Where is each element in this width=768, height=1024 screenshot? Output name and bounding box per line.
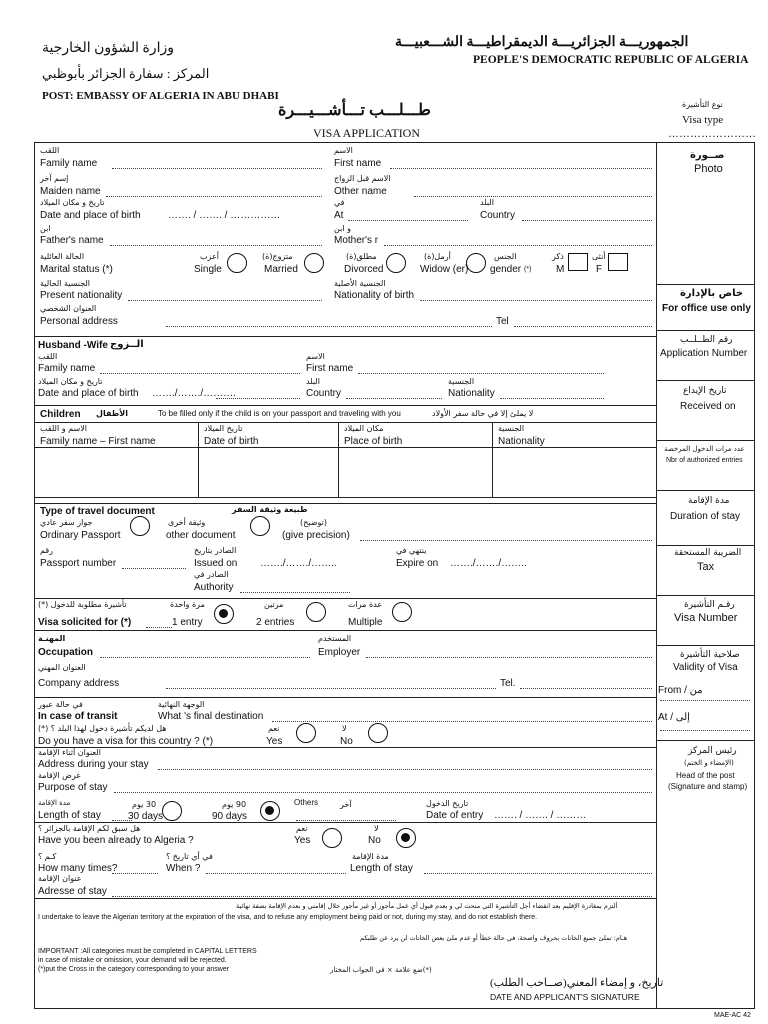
male-arabic: ذكر: [552, 252, 564, 261]
received-arabic: تاريخ الإيداع: [683, 386, 727, 396]
d90-label: 90 days: [212, 811, 248, 822]
gender-star: (*): [524, 266, 532, 273]
two-entries-label: 2 entries: [256, 617, 295, 628]
spouse-dob-label: Date and place of birth: [38, 388, 139, 399]
children-title: Children: [40, 409, 81, 420]
family-name-arabic: اللقب: [40, 146, 60, 155]
issued-arabic: الصادر بتاريخ: [194, 546, 237, 555]
marital-label: Marital status (*): [40, 264, 113, 275]
two-entries-radio[interactable]: [306, 602, 326, 622]
signature-arabic: تاريخ، و إمضاء المعني(صــاحب الطلب): [490, 977, 664, 989]
republic-arabic: الجمهوريـــة الجزائريـــة الديمقراطيـــة الشـــعبيـــة: [395, 35, 689, 50]
employer-label: Employer: [318, 647, 361, 658]
occupation-field[interactable]: [100, 657, 310, 658]
prev-yes-label: Yes: [294, 835, 311, 846]
office-label: For office use only: [662, 303, 751, 314]
transit-label: In case of transit: [38, 711, 118, 722]
transit-arabic: في حالة عبور: [38, 700, 83, 709]
child-col-name-arabic: الاسم و اللقب: [40, 424, 87, 433]
when-arabic: في أي تاريخ ؟: [166, 852, 213, 861]
cross-arabic: (*)ضع علامة × في الجواب المختار: [330, 966, 432, 974]
marital-arabic: الحالة العائلية: [40, 252, 85, 261]
travel-doc-title-arabic: طبيعة وثيقة السفر: [232, 505, 308, 514]
prev-addr-field[interactable]: [112, 896, 652, 897]
spouse-title: Husband -Wife: [38, 340, 108, 351]
at-label: At / إلى: [658, 712, 690, 723]
expire-arabic: ينتهي في: [396, 546, 427, 555]
prev-length-field[interactable]: [424, 873, 652, 874]
undertake-arabic: ألتزم بمغادرة الإقليم بعد انقضاء أجل التأشيرة التي منحت لي و بعدم قبول أي عمل مأجور أو غير مأجور خلال إقامتي و بعدم الإقامة بصفة نهائية: [236, 902, 618, 910]
first-name-label: First name: [334, 158, 382, 169]
spouse-country-arabic: البلد: [306, 377, 320, 386]
times-arabic: كـم ؟: [38, 852, 57, 861]
dob-arabic: تاريخ و مكان الميلاد: [40, 198, 105, 207]
spouse-family-arabic: اللقب: [38, 352, 58, 361]
purpose-label: Purpose of stay: [38, 782, 108, 793]
mother-field[interactable]: [384, 245, 652, 246]
two-entries-arabic: مرتين: [264, 600, 284, 609]
address-arabic: العنوان الشخصي: [40, 304, 97, 313]
prev-yes-arabic: نعم: [296, 824, 308, 833]
duration-label: Duration of stay: [670, 511, 741, 522]
ordinary-radio[interactable]: [130, 516, 150, 536]
spouse-country-field[interactable]: [346, 398, 442, 399]
visa-type-dots: ……………………: [668, 128, 756, 140]
single-radio[interactable]: [227, 253, 247, 273]
tel-field[interactable]: [514, 326, 652, 327]
times-label: How many times?: [38, 863, 118, 874]
spouse-first-label: First name: [306, 363, 354, 374]
maiden-name-label: Maiden name: [40, 186, 101, 197]
father-label: Father's name: [40, 235, 104, 246]
d90-arabic: 90 يوم: [222, 800, 247, 809]
children-note-arabic: لا يملئ إلا في حالة سفر الأولاد: [432, 409, 534, 418]
entries-label: Nbr of authorized entries: [666, 457, 743, 464]
others-arabic: آخر: [340, 800, 352, 809]
app-number-label: Application Number: [660, 348, 748, 359]
child-col-dob-arabic: تاريخ الميلاد: [204, 424, 243, 433]
purpose-arabic: غرض الإقامة: [38, 771, 81, 780]
stay-address-field[interactable]: [158, 769, 652, 770]
other-name-field[interactable]: [414, 196, 652, 197]
issued-field[interactable]: ……./……./……..: [260, 558, 337, 569]
authority-field[interactable]: [240, 592, 350, 593]
entries-arabic: عدد مرات الدخول المرخصة: [664, 445, 745, 453]
family-name-field[interactable]: [112, 168, 322, 169]
from-label: From / من: [658, 685, 703, 696]
prev-length-arabic: مدة الإقامة: [352, 852, 389, 861]
photo-label: Photo: [694, 163, 723, 175]
head-arabic: رئيس المركز: [688, 746, 737, 756]
head-arabic-sub: (الإمضاء و الختم): [684, 759, 734, 767]
married-label: Married: [264, 264, 298, 275]
authority-arabic: الصادر في: [194, 570, 229, 579]
dob-label: Date and place of birth: [40, 210, 141, 221]
maiden-name-field[interactable]: [106, 196, 322, 197]
length-arabic: مدة الإقامة: [38, 799, 71, 807]
received-label: Received on: [680, 401, 736, 412]
passport-no-arabic: رقم: [40, 546, 54, 555]
visa-type-label: Visa type: [682, 114, 724, 126]
visa-number-label: Visa Number: [674, 612, 738, 624]
address-field[interactable]: [166, 326, 492, 327]
company-tel-label: Tel.: [500, 678, 516, 689]
birth-nat-label: Nationality of birth: [334, 290, 415, 301]
validity-label: Validity of Visa: [673, 662, 738, 673]
divorced-arabic: مطلق(ة): [346, 252, 377, 261]
child-col-nat: Nationality: [498, 436, 545, 447]
d90-radio[interactable]: [260, 801, 280, 821]
company-arabic: العنوان المهني: [38, 663, 86, 672]
gender-label: gender: [490, 264, 522, 275]
present-nat-label: Present nationality: [40, 290, 123, 301]
spouse-country-label: Country: [306, 388, 342, 399]
prev-q-arabic: هل سبق لكم الإقامة بالجزائر ؟: [38, 824, 141, 833]
spouse-dob-arabic: تاريخ و مكان الميلاد: [38, 377, 103, 386]
other-name-arabic: الاسم قبل الزواج: [334, 174, 391, 183]
mother-arabic: و ابن: [334, 224, 351, 233]
validity-arabic: صلاحية التأشيرة: [680, 650, 740, 660]
child-col-pob: Place of birth: [344, 436, 403, 447]
when-field[interactable]: [206, 873, 346, 874]
center-arabic: المركز : سفارة الجزائر بأبوظبي: [42, 66, 210, 81]
spouse-family-label: Family name: [38, 363, 96, 374]
title-english: VISA APPLICATION: [313, 126, 421, 140]
child-col-name: Family name – First name: [40, 436, 156, 447]
gender-arabic: الجنس: [494, 252, 517, 261]
present-nat-arabic: الجنسية الحالية: [40, 279, 91, 288]
father-arabic: ابن: [40, 224, 51, 233]
children-title-arabic: الأطفال: [96, 409, 128, 418]
prev-no-radio[interactable]: [396, 828, 416, 848]
visa-number-arabic: رقـم التأشيرة: [684, 600, 735, 610]
divorced-label: Divorced: [344, 264, 384, 275]
prev-no-arabic: لا: [374, 824, 379, 833]
maiden-name-arabic: إسم آخر: [40, 174, 69, 183]
female-arabic: أنثى: [592, 252, 606, 261]
signature-label: DATE AND APPLICANT'S SIGNATURE: [490, 992, 640, 1002]
entry-date-arabic: تاريخ الدخول: [426, 799, 469, 808]
first-name-field[interactable]: [390, 168, 652, 169]
ordinary-label: Ordinary Passport: [40, 530, 121, 541]
when-label: When ?: [166, 863, 201, 874]
widow-label: Widow (er): [420, 264, 469, 275]
transit-yes-arabic: نعم: [268, 724, 280, 733]
transit-no-label: No: [340, 736, 353, 747]
prev-addr-arabic: عنوان الإقامة: [38, 874, 82, 883]
visa-solicited-arabic: تأشيرة مطلوبة للدخول (*): [38, 600, 127, 609]
transit-no-arabic: لا: [342, 724, 347, 733]
child-col-pob-arabic: مكان الميلاد: [344, 424, 384, 433]
duration-arabic: مدة الإقامة: [688, 496, 730, 506]
others-label: Others: [294, 798, 319, 807]
times-field[interactable]: [112, 873, 158, 874]
other-doc-radio[interactable]: [250, 516, 270, 536]
prev-length-label: Length of stay: [350, 863, 413, 874]
female-label: F: [596, 264, 603, 275]
other-name-label: Other name: [334, 186, 387, 197]
spouse-family-field[interactable]: [100, 373, 300, 374]
mother-label: Mother's r: [334, 235, 379, 246]
spouse-nat-arabic: الجنسية: [448, 377, 475, 386]
ordinary-arabic: جواز سفر عادي: [40, 518, 93, 527]
country-arabic: البلد: [480, 198, 494, 207]
passport-no-field[interactable]: [122, 568, 186, 569]
stay-address-label: Address during your stay: [38, 759, 149, 770]
birth-country-field[interactable]: [522, 220, 652, 221]
title-arabic: طـــلـــب تـــأشـــيـــرة: [278, 102, 431, 119]
destination-arabic: الوجهة النهائية: [158, 700, 205, 709]
dob-field[interactable]: ……. / ……. / ……………: [168, 210, 281, 221]
prev-no-label: No: [368, 835, 381, 846]
country-label: Country: [480, 210, 516, 221]
spouse-birthplace-field[interactable]: [216, 398, 300, 399]
others-field[interactable]: [296, 820, 396, 821]
tax-label: Tax: [697, 561, 715, 573]
multiple-arabic: عدة مرات: [348, 600, 383, 609]
transit-no-radio[interactable]: [368, 723, 388, 743]
single-arabic: أعزب: [200, 252, 219, 261]
divorced-radio[interactable]: [386, 253, 406, 273]
company-field[interactable]: [166, 688, 496, 689]
precision-label: (give precision): [282, 530, 350, 541]
first-name-arabic: الاسم: [334, 146, 353, 155]
transit-yes-radio[interactable]: [296, 723, 316, 743]
child-col-dob: Date of birth: [204, 436, 259, 447]
birth-nat-arabic: الجنسية الأصلية: [334, 279, 386, 288]
present-nat-field[interactable]: [128, 300, 322, 301]
entry-date-field[interactable]: ……. / ……. / ………: [494, 810, 587, 821]
child-col-nat-arabic: الجنسية: [498, 424, 525, 433]
male-checkbox[interactable]: [568, 253, 588, 271]
other-doc-label: other document: [166, 530, 236, 541]
destination-label: What 's final destination: [158, 711, 264, 722]
app-number-arabic: رقم الطــلــب: [680, 335, 733, 345]
other-doc-arabic: وثيقة أخرى: [168, 518, 206, 527]
issued-label: Issued on: [194, 558, 238, 569]
republic-english: PEOPLE'S DEMOCRATIC REPUBLIC OF ALGERIA: [473, 54, 749, 66]
spouse-dob-field[interactable]: ……./……./……….: [152, 388, 236, 399]
ministry-arabic: وزارة الشؤون الخارجية: [42, 41, 175, 56]
spouse-nat-field[interactable]: [500, 398, 604, 399]
d30-label: 30 days: [128, 811, 164, 822]
destination-field[interactable]: [272, 721, 652, 722]
occupation-label: Occupation: [38, 647, 94, 658]
company-tel-field[interactable]: [520, 688, 652, 689]
birth-place-field[interactable]: [348, 220, 468, 221]
transit-q-arabic: هل لديكم تأشيرة دخول لهذا البلد ؟ (*): [38, 724, 167, 733]
multiple-radio[interactable]: [392, 602, 412, 622]
tax-arabic: الضريبة المستحقة: [674, 548, 742, 558]
purpose-field[interactable]: [114, 792, 652, 793]
at-arabic: في: [334, 198, 345, 207]
stay-address-arabic: العنوان أثناء الإقامة: [38, 748, 101, 757]
authority-label: Authority: [194, 582, 234, 593]
widow-arabic: أرمل(ة): [424, 252, 451, 261]
d30-arabic: 30 يوم: [132, 800, 157, 809]
expire-label: Expire on: [396, 558, 439, 569]
employer-field[interactable]: [366, 657, 652, 658]
precision-arabic: (توضيح): [300, 518, 327, 527]
entry-date-label: Date of entry: [426, 810, 484, 821]
important-line3: (*)put the Cross in the category corresponding to your answer: [38, 966, 230, 973]
one-entry-arabic: مرة واحدة: [170, 600, 205, 609]
one-entry-radio[interactable]: [214, 604, 234, 624]
married-radio[interactable]: [304, 253, 324, 273]
prev-q-label: Have you been already to Algeria ?: [38, 835, 194, 846]
company-label: Company address: [38, 678, 120, 689]
widow-radio[interactable]: [466, 253, 486, 273]
prev-yes-radio[interactable]: [322, 828, 342, 848]
head-label: Head of the post: [676, 771, 735, 780]
at-label: At: [334, 210, 344, 221]
family-name-label: Family name: [40, 158, 98, 169]
one-entry-label: 1 entry: [172, 617, 203, 628]
post-label: POST: EMBASSY OF ALGERIA IN ABU DHABI: [42, 90, 279, 102]
important-line2: in case of mistake or omission, your demand will be rejected.: [38, 957, 227, 964]
transit-q-label: Do you have a visa for this country ? (*): [38, 736, 214, 747]
photo-arabic: صــورة: [690, 150, 725, 161]
employer-arabic: المستخدم: [318, 634, 352, 643]
father-field[interactable]: [110, 245, 322, 246]
form-code: MAE-AC 42: [714, 1012, 751, 1019]
spouse-nat-label: Nationality: [448, 388, 495, 399]
female-checkbox[interactable]: [608, 253, 628, 271]
travel-doc-title: Type of travel document: [40, 506, 155, 517]
spouse-first-field[interactable]: [358, 373, 604, 374]
single-label: Single: [194, 264, 222, 275]
visa-solicited-label: Visa solicited for (*): [38, 617, 132, 628]
tel-label: Tel: [496, 316, 509, 327]
address-label: Personal address: [40, 316, 118, 327]
visa-type-arabic: نوع التأشيرة: [682, 100, 723, 109]
length-label: Length of stay: [38, 810, 101, 821]
children-note: To be filled only if the child is on your passport and traveling with you: [158, 409, 401, 418]
precision-field[interactable]: [360, 540, 652, 541]
undertake-text: I undertake to leave the Algerian territory at the expiration of the visa, and to refuse any employment being paid or not, during my stay, and do not establish there.: [38, 914, 538, 921]
married-arabic: متزوج(ة): [262, 252, 293, 261]
head-sublabel: (Signature and stamp): [668, 782, 748, 791]
spouse-first-arabic: الاسم: [306, 352, 325, 361]
passport-no-label: Passport number: [40, 558, 117, 569]
important-arabic: هـام: تملئ جميع الخانات بحروف واضحة، في حالة خطأ أو عدم ملئ بعض الخانات لن يرد عن طلبكم: [360, 934, 628, 942]
male-label: M: [556, 264, 565, 275]
transit-yes-label: Yes: [266, 736, 283, 747]
office-arabic: خاص بالإدارة: [680, 288, 744, 299]
important-line1: IMPORTANT :All categories must be completed in CAPITAL LETTERS: [38, 948, 257, 955]
occupation-arabic: المهنـة: [38, 634, 66, 643]
birth-nat-field[interactable]: [420, 300, 652, 301]
d30-radio[interactable]: [162, 801, 182, 821]
prev-addr-label: Adresse of stay: [38, 886, 107, 897]
expire-field[interactable]: ……./……./……..: [450, 558, 527, 569]
spouse-title-arabic: الــزوج: [110, 339, 144, 350]
multiple-label: Multiple: [348, 617, 383, 628]
